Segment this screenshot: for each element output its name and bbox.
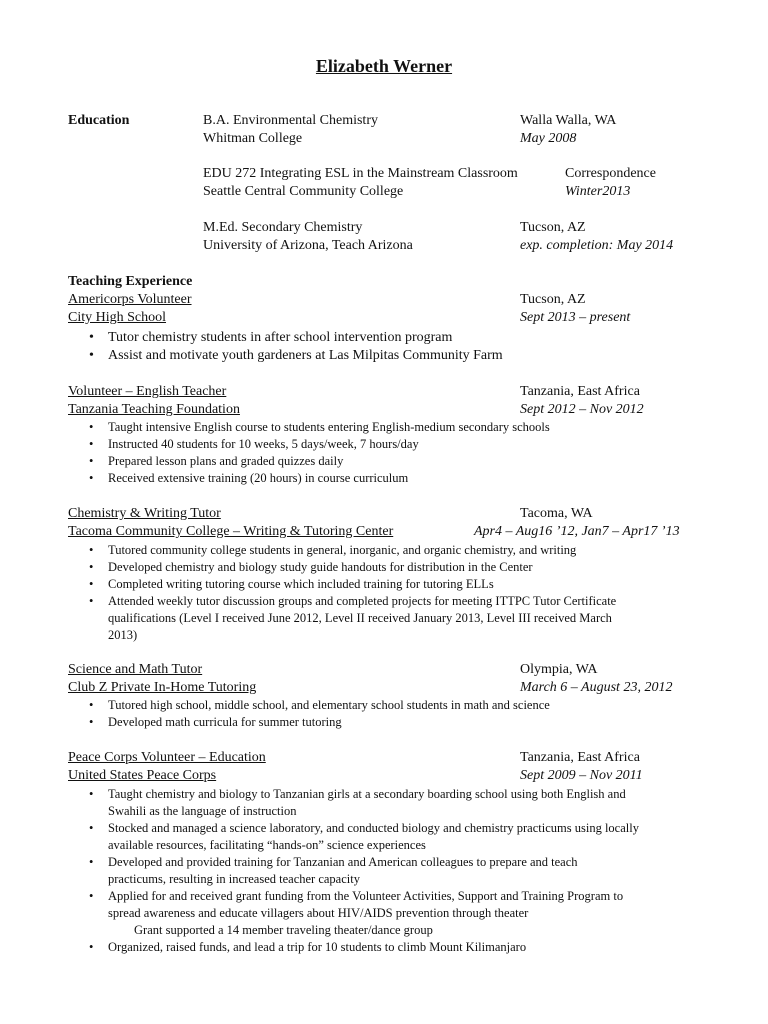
list-item: • Attended weekly tutor discussion groups and completed projects for meeting ITTPC Tutor Certificate qualifications (Level I received June 2012, Level II received January 2013, Level III received March 2013) <box>82 593 616 644</box>
edu-2-location: Correspondence <box>565 166 656 181</box>
edu-1-school: Whitman College <box>203 131 303 146</box>
job-5-org: United States Peace Corps <box>68 768 217 783</box>
job-2-org: Tanzania Teaching Foundation <box>68 402 240 417</box>
edu-3-location: Tucson, AZ <box>520 220 586 235</box>
list-item: • Taught intensive English course to students entering English-medium secondary schools <box>82 419 550 436</box>
edu-1-degree: B.A. Environmental Chemistry <box>203 113 378 128</box>
resume-name: Elizabeth Werner <box>315 56 453 76</box>
list-item: • Received extensive training (20 hours) in course curriculum <box>82 470 550 487</box>
job-3-title: Chemistry & Writing Tutor <box>68 506 221 521</box>
list-item: • Tutored community college students in general, inorganic, and organic chemistry, and writing <box>82 542 616 559</box>
list-item: • Completed writing tutoring course which included training for tutoring ELLs <box>82 576 616 593</box>
education-heading: Education <box>68 113 130 128</box>
list-item: • Developed math curricula for summer tutoring <box>82 714 550 731</box>
job-3-bullets <box>82 542 616 644</box>
job-5-bullets <box>82 786 639 956</box>
job-1-bullets <box>82 329 503 365</box>
edu-2-date: Winter2013 <box>565 184 631 199</box>
job-3-location: Tacoma, WA <box>520 506 593 521</box>
job-4-org: Club Z Private In-Home Tutoring <box>68 680 257 695</box>
job-4-title: Science and Math Tutor <box>68 662 203 677</box>
job-1-title: Americorps Volunteer <box>68 292 192 307</box>
job-1-org: City High School <box>68 310 167 325</box>
list-item: • Tutor chemistry students in after school intervention program <box>82 329 503 347</box>
job-3-org: Tacoma Community College – Writing & Tutoring Center <box>68 524 394 539</box>
edu-1-date: May 2008 <box>520 131 577 146</box>
job-5-location: Tanzania, East Africa <box>520 750 640 765</box>
list-item: • Taught chemistry and biology to Tanzanian girls at a secondary boarding school using both English and Swahili as the language of instruction <box>82 786 639 820</box>
job-2-date: Sept 2012 – Nov 2012 <box>520 402 644 417</box>
list-item: • Prepared lesson plans and graded quizzes daily <box>82 453 550 470</box>
job-4-location: Olympia, WA <box>520 662 598 677</box>
teaching-experience-heading: Teaching Experience <box>68 274 193 289</box>
job-1-location: Tucson, AZ <box>520 292 586 307</box>
edu-3-date: exp. completion: May 2014 <box>520 238 674 253</box>
job-5-title: Peace Corps Volunteer – Education <box>68 750 266 765</box>
edu-1-location: Walla Walla, WA <box>520 113 617 128</box>
edu-3-degree: M.Ed. Secondary Chemistry <box>203 220 363 235</box>
list-item: • Applied for and received grant funding from the Volunteer Activities, Support and Training Program to spread awareness and educate villagers about HIV/AIDS prevention through theater Grant supported a 14 member traveling theater/dance group <box>82 888 639 939</box>
list-item: • Tutored high school, middle school, and elementary school students in math and science <box>82 697 550 714</box>
job-1-date: Sept 2013 – present <box>520 310 631 325</box>
list-item: • Assist and motivate youth gardeners at Las Milpitas Community Farm <box>82 347 503 365</box>
list-item: • Organized, raised funds, and lead a trip for 10 students to climb Mount Kilimanjaro <box>82 939 639 956</box>
list-item: • Developed and provided training for Tanzanian and American colleagues to prepare and teach practicums, resulting in increased teacher capacity <box>82 854 639 888</box>
job-3-date: Apr4 – Aug16 ’12, Jan7 – Apr17 ’13 <box>474 524 680 539</box>
list-item: • Stocked and managed a science laboratory, and conducted biology and chemistry practicums using locally available resources, facilitating “hands-on” science experiences <box>82 820 639 854</box>
job-4-date: March 6 – August 23, 2012 <box>520 680 673 695</box>
job-5-date: Sept 2009 – Nov 2011 <box>520 768 643 783</box>
job-2-bullets <box>82 419 550 487</box>
job-2-location: Tanzania, East Africa <box>520 384 640 399</box>
job-2-title: Volunteer – English Teacher <box>68 384 227 399</box>
edu-2-school: Seattle Central Community College <box>203 184 404 199</box>
job-4-bullets <box>82 697 550 731</box>
edu-3-school: University of Arizona, Teach Arizona <box>203 238 413 253</box>
list-item: • Developed chemistry and biology study guide handouts for distribution in the Center <box>82 559 616 576</box>
edu-2-degree: EDU 272 Integrating ESL in the Mainstream Classroom <box>203 166 518 181</box>
list-item: • Instructed 40 students for 10 weeks, 5 days/week, 7 hours/day <box>82 436 550 453</box>
